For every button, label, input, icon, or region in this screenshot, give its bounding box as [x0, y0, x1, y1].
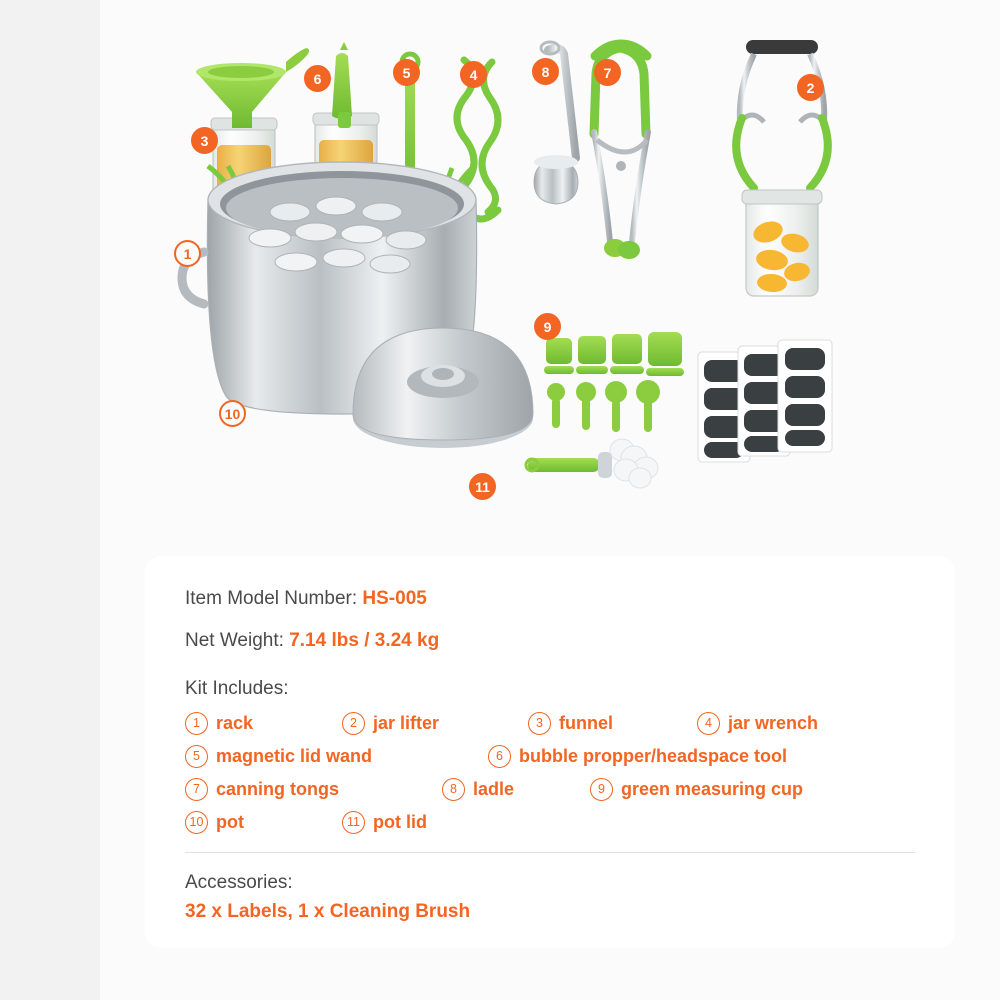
kit-label: pot: [216, 812, 244, 832]
kit-number: 9: [590, 778, 613, 801]
kit-label: rack: [216, 713, 254, 733]
kit-label: funnel: [559, 713, 613, 733]
card-divider: [185, 852, 915, 853]
kit-number: 4: [697, 712, 720, 735]
kit-includes-title: Kit Includes:: [185, 678, 289, 699]
callout-10: 10: [219, 400, 246, 427]
kit-number: 7: [185, 778, 208, 801]
callout-3: 3: [191, 127, 218, 154]
callout-7: 7: [594, 59, 621, 86]
accessories-value: 32 x Labels, 1 x Cleaning Brush: [185, 901, 471, 922]
kit-label: pot lid: [373, 812, 427, 832]
kit-number: 3: [528, 712, 551, 735]
kit-item-magnetic-lid-wand: [185, 745, 372, 768]
kit-item-jar-wrench: [697, 712, 818, 735]
cleaning-brush-graphic: [526, 439, 658, 488]
callout-2: 2: [797, 74, 824, 101]
kit-item-canning-tongs: [185, 778, 339, 801]
kit-item-green-measuring-cup: [590, 778, 803, 801]
callout-1: 1: [174, 240, 201, 267]
kit-number: 1: [185, 712, 208, 735]
product-info-page: [100, 0, 1000, 1000]
product-image: [100, 0, 1000, 540]
callout-5: 5: [393, 59, 420, 86]
product-details-card: [145, 556, 955, 948]
kit-item-ladle: [442, 778, 514, 801]
model-row: [185, 588, 915, 610]
kit-item-funnel: [528, 712, 613, 735]
kit-item-bubble-propper: [488, 745, 787, 768]
model-label: Item Model Number:: [185, 588, 358, 609]
kit-number: 6: [488, 745, 511, 768]
kit-label: magnetic lid wand: [216, 746, 373, 766]
kit-label: jar lifter: [373, 713, 440, 733]
kit-number: 8: [442, 778, 465, 801]
kit-label: green measuring cup: [621, 779, 804, 799]
weight-row: [185, 630, 915, 652]
kit-label: canning tongs: [216, 779, 339, 799]
callout-11: 11: [469, 473, 496, 500]
callout-8: 8: [532, 58, 559, 85]
kit-number: 10: [185, 811, 208, 834]
accessories-label: Accessories:: [185, 872, 293, 893]
kit-includes-list: [185, 712, 915, 852]
kit-item-jar-lifter: [342, 712, 439, 735]
kit-label: bubble propper/headspace tool: [519, 746, 788, 766]
kit-number: 2: [342, 712, 365, 735]
kit-item-pot: [185, 811, 244, 834]
kit-number: 5: [185, 745, 208, 768]
kit-label: jar wrench: [728, 713, 819, 733]
callout-6: 6: [304, 65, 331, 92]
model-value: HS-005: [362, 588, 427, 609]
kit-number: 11: [342, 811, 365, 834]
kit-label: ladle: [473, 779, 515, 799]
weight-label: Net Weight:: [185, 630, 284, 651]
callout-4: 4: [460, 61, 487, 88]
labels-graphic: [698, 340, 832, 462]
kit-item-rack: [185, 712, 253, 735]
weight-value: 7.14 lbs / 3.24 kg: [289, 630, 440, 651]
kit-item-pot-lid: [342, 811, 427, 834]
callout-9: 9: [534, 313, 561, 340]
measuring-cups-graphic: [544, 332, 684, 432]
